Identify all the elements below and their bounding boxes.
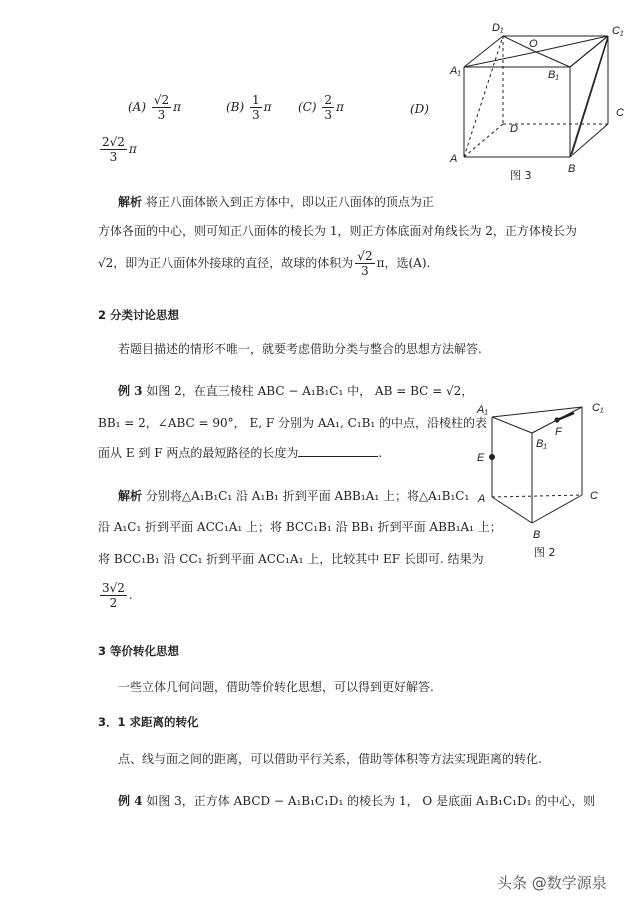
figure-2-prism <box>470 395 630 560</box>
jiexi1-sqrt2: √2 <box>98 256 114 270</box>
option-a-label: (A) <box>128 100 147 114</box>
jiexi1-line1 <box>118 193 434 210</box>
sec3-sub-heading: 3．1 求距离的转化 <box>98 715 199 729</box>
sec3-heading: 3 等价转化思想 <box>98 644 180 658</box>
sec3-intro: 一些立体几何问题，借助等价转化思想，可以得到更好解答. <box>118 680 434 694</box>
jiexi1-text3-end: π，选(A). <box>376 256 431 270</box>
ans-post: . <box>128 588 133 602</box>
ex3-text3-end: . <box>378 446 383 460</box>
option-d-num: 2√2 <box>102 135 125 149</box>
option-a-pi: π <box>173 100 182 114</box>
option-b-frac <box>250 94 262 121</box>
option-d-value <box>98 136 137 163</box>
label-E: E <box>477 452 485 464</box>
label-A1: A₁ <box>477 404 488 416</box>
options-row <box>128 86 428 120</box>
option-c-num: 2 <box>324 93 333 107</box>
ex3-line1 <box>118 382 473 399</box>
ex3-label: 例 3 <box>118 384 143 398</box>
label-B: B <box>533 529 541 541</box>
option-c-label: (C) <box>298 100 317 114</box>
figure-3-cube <box>440 14 640 184</box>
ex4-line <box>118 792 595 809</box>
ex3-text3: 面从 E 到 F 两点的最短路径的长度为 <box>98 446 299 460</box>
ex3-line3 <box>98 444 382 461</box>
sec2-intro: 若题目描述的情形不唯一，就要考虑借助分类与整合的思想方法解答. <box>118 342 482 356</box>
label-A: A <box>478 493 486 505</box>
option-c-frac <box>322 94 334 121</box>
figure-2-caption: 图 2 <box>534 546 556 559</box>
label-B1: B₁ <box>548 69 559 81</box>
label-D1: D₁ <box>492 22 504 34</box>
watermark: 头条 @数学源泉 <box>497 874 607 892</box>
ex4-label: 例 4 <box>118 794 143 808</box>
label-C1: C₁ <box>592 402 604 414</box>
ex3-line2: BB₁ = 2，∠ABC = 90°， E, F 分别为 AA₁, C₁B₁ 的中点，沿棱柱的表 <box>98 416 488 430</box>
jiexi1-label: 解析 <box>118 195 143 209</box>
ans-den: 2 <box>109 596 118 610</box>
option-a-num: √2 <box>153 93 170 107</box>
jiexi2-text1: 分别将△A₁B₁C₁ 沿 A₁B₁ 折到平面 ABB₁A₁ 上；将△A₁B₁C₁ <box>145 489 470 503</box>
option-a-den: 3 <box>157 108 166 122</box>
jiexi1-frac <box>355 250 374 277</box>
sec3-sub-intro: 点、线与面之间的距离，可以借助平行关系，借助等体积等方法实现距离的转化. <box>118 752 542 766</box>
jiexi2-label: 解析 <box>118 489 143 503</box>
jiexi2-line2: 沿 A₁C₁ 折到平面 ACC₁A₁ 上；将 BCC₁B₁ 沿 BB₁ 折到平面 ABB₁A₁ 上； <box>98 520 502 534</box>
label-D: D <box>510 123 518 135</box>
jiexi2-line3: 将 BCC₁B₁ 沿 CC₁ 折到平面 ACC₁A₁ 上，比较其中 EF 长即可. 结果为 <box>98 552 484 566</box>
option-a-frac <box>152 94 171 121</box>
option-c-pi: π <box>336 100 344 114</box>
jiexi2-line1 <box>118 487 469 504</box>
jiexi1-frac-num: √2 <box>357 249 373 263</box>
answer-blank[interactable] <box>298 446 378 457</box>
ex4-text: 如图 3，正方体 ABCD − A₁B₁C₁D₁ 的棱长为 1， O 是底面 A₁B₁C₁D₁ 的中心，则 <box>146 794 596 808</box>
option-b-num: 1 <box>252 93 260 107</box>
label-B1: B₁ <box>536 438 547 450</box>
label-F: F <box>555 426 562 438</box>
option-d-label: (D) <box>410 102 429 116</box>
jiexi1-line3 <box>98 250 430 277</box>
label-A1: A₁ <box>450 65 461 77</box>
label-O: O <box>529 38 538 50</box>
label-C: C <box>616 107 624 119</box>
jiexi1-frac-den: 3 <box>361 264 369 278</box>
ex3-text1: 如图 2，在直三棱柱 ABC − A₁B₁C₁ 中， AB = BC = √2， <box>146 384 474 398</box>
option-b-den: 3 <box>252 108 260 122</box>
label-C: C <box>590 490 598 502</box>
label-A: A <box>450 153 458 165</box>
option-b-pi: π <box>263 100 272 114</box>
ans-num: 3√2 <box>102 581 125 595</box>
option-b-label: (B) <box>226 100 245 114</box>
label-B: B <box>568 163 576 175</box>
option-d-den: 3 <box>109 150 118 164</box>
option-d-pi: π <box>128 142 137 156</box>
label-C1: C₁ <box>612 25 624 37</box>
jiexi1-text3: ，即为正八面体外接球的直径，故球的体积为 <box>113 256 354 270</box>
jiexi1-line2: 方体各面的中心，则可知正八面体的棱长为 1，则正方体底面对角线长为 2，正方体棱长为 <box>98 224 577 238</box>
sec2-heading: 2 分类讨论思想 <box>98 308 180 322</box>
jiexi2-answer <box>98 582 133 609</box>
jiexi1-text1: 将正八面体嵌入到正方体中，即以正八面体的顶点为正 <box>145 195 434 209</box>
option-c-den: 3 <box>324 108 333 122</box>
figure-3-caption: 图 3 <box>510 169 532 182</box>
